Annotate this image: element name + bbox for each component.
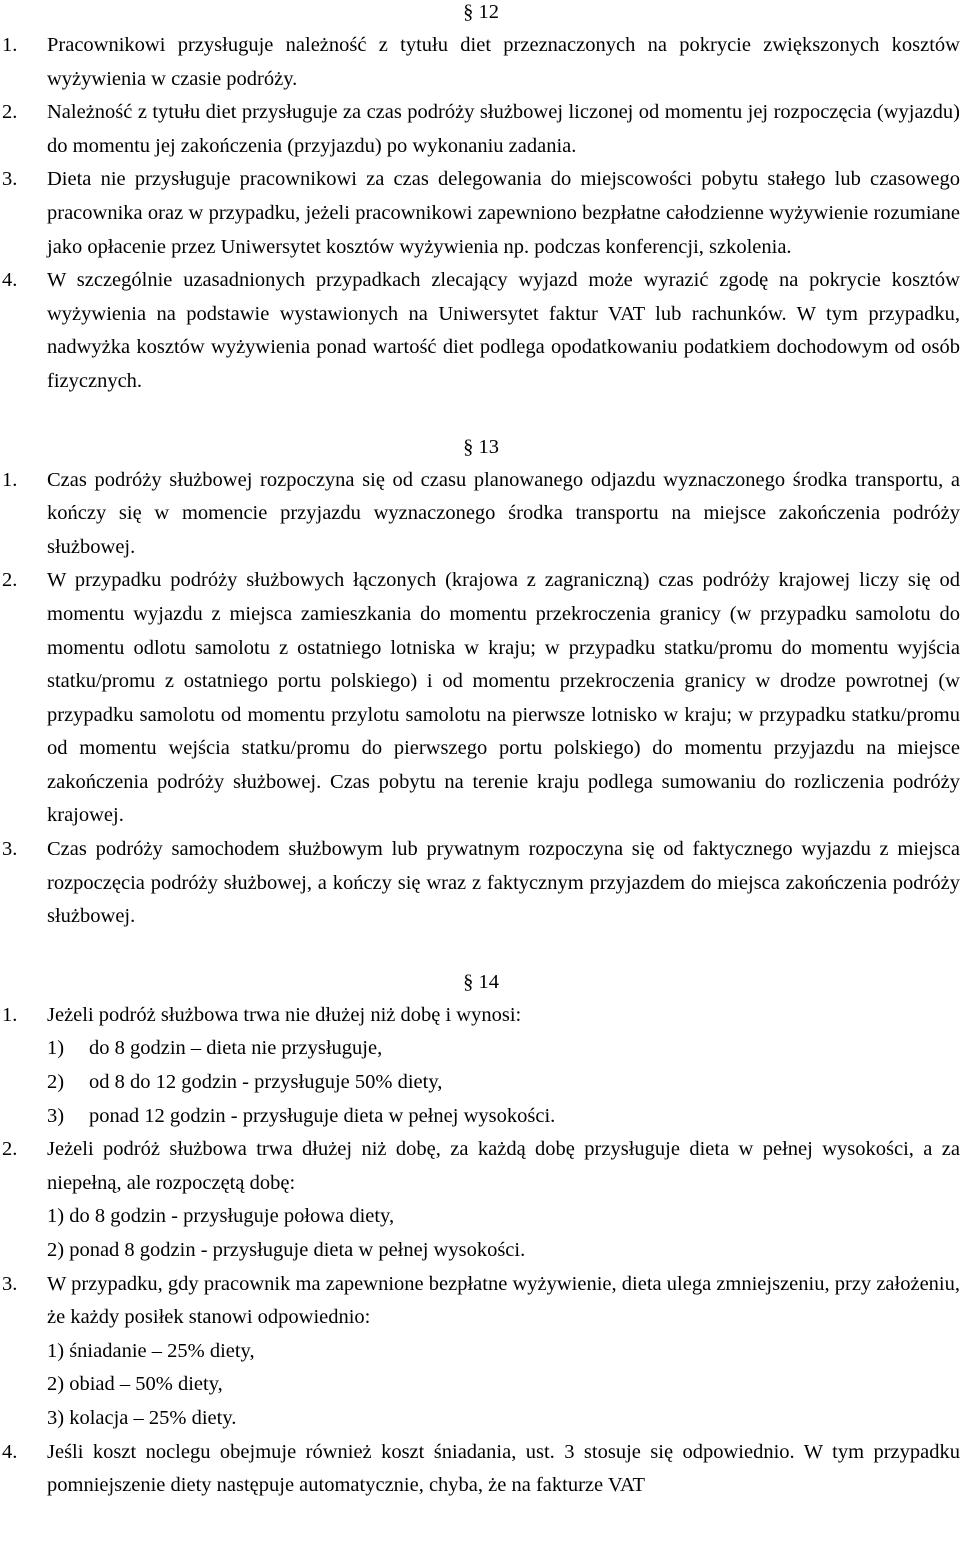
- section-12: [0, 0, 960, 399]
- sub-item: [47, 1032, 960, 1066]
- item-text: Należność z tytułu diet przysługuje za czas podróży służbowej liczonej od momentu jej rozpoczęcia (wyjazdu) do momentu jej zakończenia (przyjazdu) po wykonaniu zadania.: [47, 101, 960, 157]
- item-number: 3.: [2, 838, 18, 861]
- section-title: § 13: [463, 435, 499, 458]
- item-number: 4.: [2, 1440, 18, 1463]
- item-text: W szczególnie uzasadnionych przypadkach zlecający wyjazd może wyrazić zgodę na pokrycie kosztów wyżywienia na podstawie wystawionych na Uniwersytet faktur VAT lub rachunków. W tym przypadku, nadwyżka kosztów wyżywienia ponad wartość diet podlega opodatkowaniu podatkiem dochodowym od osób fizycznych.: [47, 269, 960, 392]
- sub-item: 2) ponad 8 godzin - przysługuje dieta w pełnej wysokości.: [47, 1239, 526, 1261]
- sub-item: 1) do 8 godzin - przysługuje połowa diety,: [47, 1205, 395, 1228]
- item-number: 4.: [2, 269, 18, 292]
- item-number: 2.: [2, 569, 18, 592]
- item-text: Czas podróży samochodem służbowym lub prywatnym rozpoczyna się od faktycznego wyjazdu z miejsca rozpoczęcia podróży służbowej, a kończy się wraz z faktycznym przyjazdem do miejsca zakończenia podróży służbowej.: [47, 838, 960, 928]
- item-number: 1.: [2, 468, 18, 491]
- paragraph-item: [0, 564, 960, 833]
- item-text: Pracownikowi przysługuje należność z tytułu diet przeznaczonych na pokrycie zwiększonych kosztów wyżywienia w czasie podróży.: [47, 34, 960, 90]
- paragraph-item: [0, 163, 960, 264]
- sub-item-text: ponad 12 godzin - przysługuje dieta w pełnej wysokości.: [89, 1104, 556, 1127]
- section-title: § 12: [463, 1, 499, 23]
- item-number: 2.: [2, 101, 18, 124]
- item-number: 3.: [2, 1272, 18, 1295]
- paragraph-item: [0, 96, 960, 163]
- item-number: 1.: [2, 1003, 18, 1026]
- paragraph-item: [0, 29, 960, 96]
- sub-item: 3) kolacja – 25% diety.: [47, 1406, 237, 1429]
- sub-item: 2) obiad – 50% diety,: [47, 1373, 223, 1396]
- sub-item-text: do 8 godzin – dieta nie przysługuje,: [89, 1037, 383, 1060]
- item-number: 3.: [2, 168, 18, 191]
- item-text: W przypadku podróży służbowych łączonych (krajowa z zagraniczną) czas podróży krajowej liczy się od momentu wyjazdu z miejsca zamieszkania do momentu przekroczenia granicy (w przypadku samolotu do momentu odlotu samolotu z ostatniego lotniska w kraju; w przypadku statku/promu do momentu wyjścia statku/promu z ostatniego portu polskiego) i od momentu przekroczenia granicy w drodze powrotnej (w przypadku samolotu od momentu przylotu samolotu na pierwsze lotnisko w kraju; w przypadku statku/promu od momentu wejścia statku/promu do pierwszego portu polskiego) do momentu przyjazdu na miejsce zakończenia podróży służbowej. Czas pobytu na terenie kraju podlega sumowaniu do rozliczenia podróży krajowej.: [47, 569, 960, 827]
- section-gap: [0, 934, 960, 966]
- sub-item-text: od 8 do 12 godzin - przysługuje 50% diety,: [89, 1071, 443, 1094]
- paragraph-item: [0, 464, 960, 565]
- item-text: Jeżeli podróż służbowa trwa dłużej niż dobę, za każdą dobę przysługuje dieta w pełnej wysokości, a za niepełną, ale rozpoczętą dobę:: [47, 1138, 960, 1194]
- item-text: Jeśli koszt noclegu obejmuje również koszt śniadania, ust. 3 stosuje się odpowiednio. W tym przypadku pomniejszenie diety następuje automatycznie, chyba, że na fakturze VAT: [47, 1440, 960, 1497]
- paragraph-item: [0, 1436, 960, 1503]
- paragraph-item: [0, 1268, 960, 1436]
- section-14: [0, 966, 960, 1503]
- section-gap: [0, 399, 960, 431]
- item-number: 2.: [2, 1138, 18, 1161]
- item-text: W przypadku, gdy pracownik ma zapewnione bezpłatne wyżywienie, dieta ulega zmniejszeniu, przy założeniu, że każdy posiłek stanowi odpowiednio:: [47, 1272, 960, 1329]
- sub-item: [47, 1100, 960, 1134]
- item-number: 1.: [2, 34, 18, 56]
- sub-item-number: 2): [47, 1071, 65, 1094]
- section-13: [0, 431, 960, 934]
- paragraph-item: [0, 1133, 960, 1267]
- section-title: § 14: [463, 970, 499, 993]
- item-text: Czas podróży służbowej rozpoczyna się od czasu planowanego odjazdu wyznaczonego środka transportu, a kończy się w momencie przyjazdu wyznaczonego środka transportu na miejsce zakończenia podróży służbowej.: [47, 468, 960, 558]
- sub-item: [47, 1066, 960, 1100]
- item-text: Dieta nie przysługuje pracownikowi za czas delegowania do miejscowości pobytu stałego lub czasowego pracownika oraz w przypadku, jeżeli pracownikowi zapewniono bezpłatne całodzienne wyżywienie rozumiane jako opłacenie przez Uniwersytet kosztów wyżywienia np. podczas konferencji, szkolenia.: [47, 168, 960, 258]
- paragraph-item: [0, 264, 960, 398]
- sub-item-number: 1): [47, 1037, 65, 1060]
- paragraph-item: [0, 999, 960, 1133]
- sub-item-number: 3): [47, 1104, 65, 1127]
- item-text: Jeżeli podróż służbowa trwa nie dłużej niż dobę i wynosi:: [47, 1003, 522, 1026]
- sub-item: 1) śniadanie – 25% diety,: [47, 1339, 255, 1362]
- paragraph-item: [0, 833, 960, 934]
